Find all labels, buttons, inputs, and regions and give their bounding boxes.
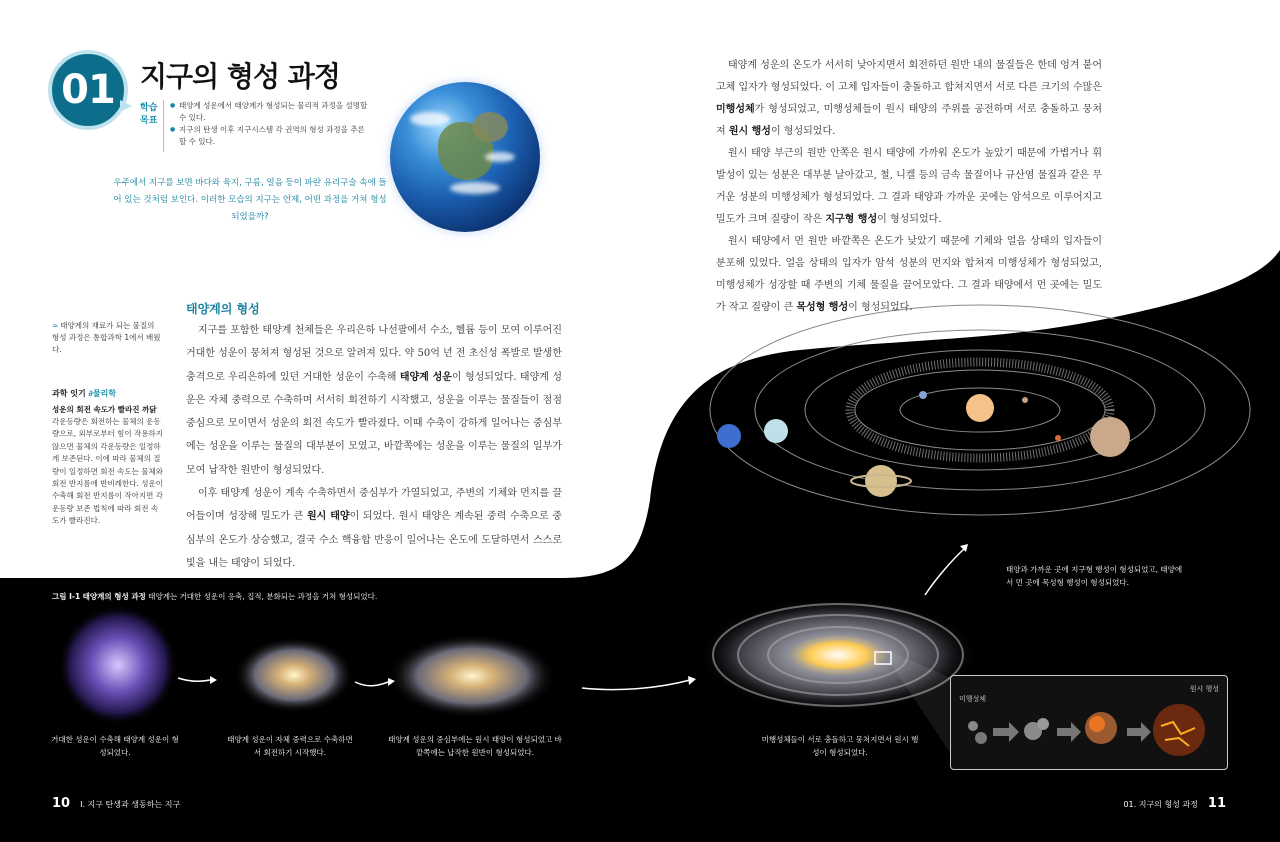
final-callout: 태양과 가까운 곳에 지구형 행성이 형성되었고, 태양에서 먼 곳에 목성형 행성이 형성되었다.: [1006, 565, 1183, 587]
figure-label: 그림 Ⅰ-1: [52, 592, 81, 601]
nebula-image-2: [234, 637, 354, 713]
earth-image: [390, 82, 540, 232]
protoplanet-label: 원시 행성: [1189, 685, 1219, 693]
figure-caption: [52, 591, 377, 602]
page-number-right: 11: [1207, 796, 1226, 811]
nebula-image-3: [388, 634, 556, 718]
learning-goal: ● 태양계 성운에서 태양계가 형성되는 물리적 과정을 설명할 수 있다.: [170, 100, 370, 124]
stage-label-2: 태양계 성운이 자체 중력으로 수축하면서 회전하기 시작했다.: [227, 735, 353, 757]
paragraph: 지구를 포함한 태양계 천체들은 우리은하 나선팔에서 수소, 헬륨 등이 모여 이루어진 거대한 성운이 뭉쳐져 형성된 것으로 알려져 있다. 약 50억 년 전 초신성 폭발로 발생한 충격으로 우리은하에 있던 거대한 성운이 수축해 태양계 성운이 형성되었다. 태양계 성운은 자체 중력으로 수축하며 서서히 회전하기 시작했고, 성운을 이루는 물질들이 점점 중심으로 모이면서 성운의 회전 속도가 빨라졌다. 이때 수축이 강하게 일어나는 중심부에는 성운을 이루는 물질의 대부분이 모였고, 바깥쪽에는 성운을 이루는 물질의 일부가 모여 납작한 원반이 형성되었다.: [186, 325, 563, 476]
footer-left: [52, 796, 180, 811]
learning-goals: [170, 100, 370, 148]
lesson-number: 01: [61, 67, 115, 113]
key-term: 원시 행성: [728, 126, 771, 137]
protoplanet-inset: [950, 675, 1228, 770]
paragraph: 태양계 성운의 온도가 서서히 낮아지면서 회전하던 원반 내의 물질들은 한데 엉겨 붙어 고체 입자가 형성되었다. 이 고체 입자들이 충돌하고 합쳐지면서 서로 다른 크기의 수많은 미행성체가 형성되었고, 미행성체들이 원시 태양의 주위를 공전하며 서로 충돌하고 뭉쳐져 원시 행성이 형성되었다.: [716, 60, 1102, 137]
nebula-image-1: [58, 605, 178, 725]
science-link-subject: 물리학: [92, 389, 117, 398]
key-term: 미행성체: [716, 104, 755, 115]
key-term: 목성형 행성: [796, 302, 849, 313]
stage-label-3: 태양계 성운의 중심부에는 원시 태양이 형성되었고 바깥쪽에는 납작한 원반이 형성되었다.: [388, 735, 562, 757]
key-term: 원시 태양: [306, 511, 350, 523]
chapter-name: Ⅰ. 지구 탄생과 생동하는 지구: [80, 800, 181, 809]
science-link-body: 각운동량은 회전하는 물체의 운동량으로, 외부로부터 힘이 작용하지 않으면 물체의 각운동량은 일정하게 보존된다. 이에 따라 물체의 질량이 일정하면 회전 속도는 물체와 회전 반지름에 반비례한다. 성운이 수축해 회전 반지름이 작아지면 각운동량 보존 법칙에 따라 회전 속도가 빨라진다.: [52, 417, 163, 526]
sidebar-note-text: 태양계의 재료가 되는 물질의 형성 과정은 통합과학 1에서 배웠다.: [52, 321, 161, 354]
key-term: 지구형 행성: [825, 214, 878, 225]
paragraph: 이후 태양계 성운이 계속 수축하면서 중심부가 가열되었고, 주변의 기체와 먼지를 끌어들이며 성장해 밀도가 큰 원시 태양이 되었다. 원시 태양은 계속된 중력 수축으로 중심부의 온도가 상승했고, 결국 수소 핵융합 반응이 일어나는 온도에 도달하면서 스스로 빛을 내는 태양이 되었다.: [186, 488, 562, 569]
paragraph: 원시 태양에서 먼 원반 바깥쪽은 온도가 낮았기 때문에 기체와 얼음 상태의 입자들이 분포해 있었다. 얼음 상태의 입자가 암석 성분의 먼지와 합쳐져 미행성체가 형성되었고, 미행성체가 성장할 때 주변의 기체 물질을 끌어모았다. 그 결과 태양에서 먼 곳에는 밀도가 작고 질량이 큰 목성형 행성이 형성되었다.: [716, 236, 1102, 313]
science-link-title: 성운의 회전 속도가 빨라진 까닭: [52, 405, 157, 414]
right-arrow-icon: [1127, 722, 1151, 742]
right-text-column: [716, 55, 1102, 319]
figure-caption-text: 태양계는 거대한 성운이 응축, 집적, 분화되는 과정을 거쳐 형성되었다.: [148, 592, 378, 601]
figure-title: 태양계의 형성 과정: [82, 592, 146, 601]
footer-right: [1123, 796, 1226, 811]
section-name: 01. 지구의 형성 과정: [1123, 800, 1198, 809]
lesson-intro: 우주에서 지구를 보면 바다와 육지, 구름, 얼음 등이 파란 유리구슬 속에 들어 있는 것처럼 보인다. 이러한 모습의 지구는 언제, 어떤 과정을 거쳐 형성되었을까?: [113, 178, 387, 222]
right-arrow-icon: [1057, 722, 1081, 742]
science-link-label: 과학 잇기: [52, 389, 86, 398]
left-text-column: [186, 319, 562, 575]
lesson-number-badge: [48, 50, 128, 130]
key-term: 태양계 성운: [399, 371, 452, 383]
right-arrow-icon: [993, 722, 1019, 742]
goal-divider: [163, 100, 164, 152]
stage-label-1: 거대한 성운이 수축해 태양계 성운이 형성되었다.: [51, 735, 179, 757]
learning-goal-label: 학습 목표: [140, 103, 158, 126]
section-heading: 태양계의 형성: [186, 302, 260, 316]
learning-goal: ● 지구의 탄생 이후 지구시스템 각 권역의 형성 과정을 추론할 수 있다.: [170, 124, 370, 148]
link-icon: ∂: [88, 389, 93, 398]
sidebar-note: [52, 320, 164, 356]
page-number-left: 10: [52, 796, 71, 811]
stage-label-4: 미행성체들이 서로 충돌하고 뭉쳐지면서 원시 행성이 형성되었다.: [761, 735, 919, 757]
book-icon: ≈: [52, 321, 59, 330]
planetesimal-label: 미행성체: [959, 695, 987, 703]
lesson-title: 지구의 형성 과정: [140, 60, 340, 93]
collision-sequence: [951, 676, 1229, 771]
science-link-heading: [52, 388, 116, 399]
paragraph: 원시 태양 부근의 원반 안쪽은 원시 태양에 가까워 온도가 높았기 때문에 가볍거나 휘발성이 있는 성분은 대부분 날아갔고, 철, 니켈 등의 금속 물질이나 규산염 물질과 같은 무거운 성분의 미행성체가 형성되었다. 그 결과 태양과 가까운 곳에는 암석으로 이루어지고 밀도가 크며 질량이 작은 지구형 행성이 형성되었다.: [716, 148, 1102, 225]
